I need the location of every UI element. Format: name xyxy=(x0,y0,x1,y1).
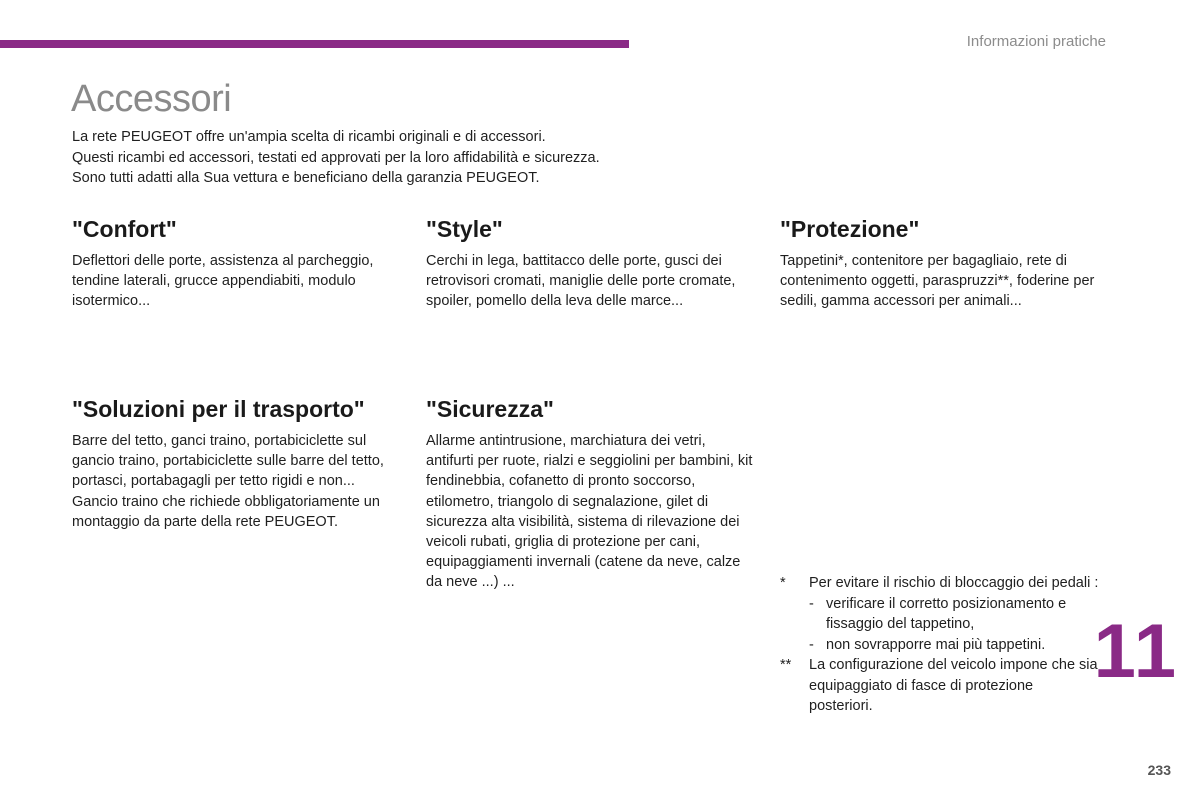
page-title: Accessori xyxy=(71,78,232,120)
section-confort xyxy=(72,216,412,312)
section-heading: "Soluzioni per il trasporto" xyxy=(72,396,365,422)
section-text: Gancio traino che richiede obbligatoriamente un montaggio da parte della rete PEUGEOT. xyxy=(72,493,380,530)
section-style xyxy=(426,216,756,312)
section-text: Allarme antintrusione, marchiatura dei vetri, antifurti per ruote, rialzi e seggiolini per bambini, kit fendinebbia, cofanetto di pronto soccorso, etilometro, triangolo di segnalazione, gilet di sicurezza alta visibilità, sistema di rilevazione dei veicoli rubati, griglia di protezione per cani, equipaggiamenti invernali (catene da neve, calze da neve ...) ... xyxy=(426,433,753,591)
dash-bullet: - xyxy=(809,636,814,653)
section-text: Deflettori delle porte, assistenza al parcheggio, tendine laterali, grucce appendiabiti, modulo isotermico... xyxy=(72,253,374,310)
intro-line: Sono tutti adatti alla Sua vettura e beneficiano della garanzia PEUGEOT. xyxy=(72,170,540,186)
chapter-label: Informazioni pratiche xyxy=(966,33,1106,50)
footnote-mark: ** xyxy=(780,657,792,673)
section-trasporto xyxy=(72,396,402,532)
section-protezione xyxy=(780,216,1110,312)
footnote-2 xyxy=(780,655,1100,717)
footnote-text: La configurazione del veicolo impone che sia equipaggiato di fasce di protezione posteriori. xyxy=(809,657,1098,714)
footnote-body xyxy=(809,573,1100,655)
section-text: Tappetini*, contenitore per bagagliaio, rete di contenimento oggetti, paraspruzzi**, foderine per sedili, gamma accessori per animali... xyxy=(780,253,1095,310)
section-heading: "Style" xyxy=(426,216,503,242)
section-sicurezza xyxy=(426,396,756,593)
intro-line: La rete PEUGEOT offre un'ampia scelta di ricambi originali e di accessori. xyxy=(72,129,546,145)
section-text: Barre del tetto, ganci traino, portabiciclette sul gancio traino, portabiciclette sulle barre del tetto, portasci, portabagagli per tetto rigidi e non... xyxy=(72,433,384,490)
dash-bullet: - xyxy=(809,595,814,612)
footnote-text: Per evitare il rischio di bloccaggio dei pedali : xyxy=(809,575,1099,591)
page-number: 233 xyxy=(1147,762,1171,778)
footnote-1 xyxy=(780,573,1100,655)
footnote-subitem-text: non sovrapporre mai più tappetini. xyxy=(826,636,1046,653)
header-accent-bar xyxy=(0,40,629,48)
footnote-mark: * xyxy=(780,575,786,591)
chapter-number: 11 xyxy=(1093,609,1178,694)
section-text: Cerchi in lega, battitacco delle porte, gusci dei retrovisori cromati, maniglie delle porte cromate, spoiler, pomello della leva delle marce... xyxy=(426,253,736,310)
footnote-subitem xyxy=(809,635,1100,656)
footnote-subitem-text: verificare il corretto posizionamento e fissaggio del tappetino, xyxy=(826,595,1067,632)
intro-paragraph xyxy=(72,127,712,189)
section-heading: "Confort" xyxy=(72,216,177,242)
footnote-subitem xyxy=(809,594,1100,635)
section-heading: "Sicurezza" xyxy=(426,396,554,422)
intro-line: Questi ricambi ed accessori, testati ed approvati per la loro affidabilità e sicurezza. xyxy=(72,149,600,166)
section-heading: "Protezione" xyxy=(780,216,920,242)
footnotes xyxy=(780,573,1100,717)
